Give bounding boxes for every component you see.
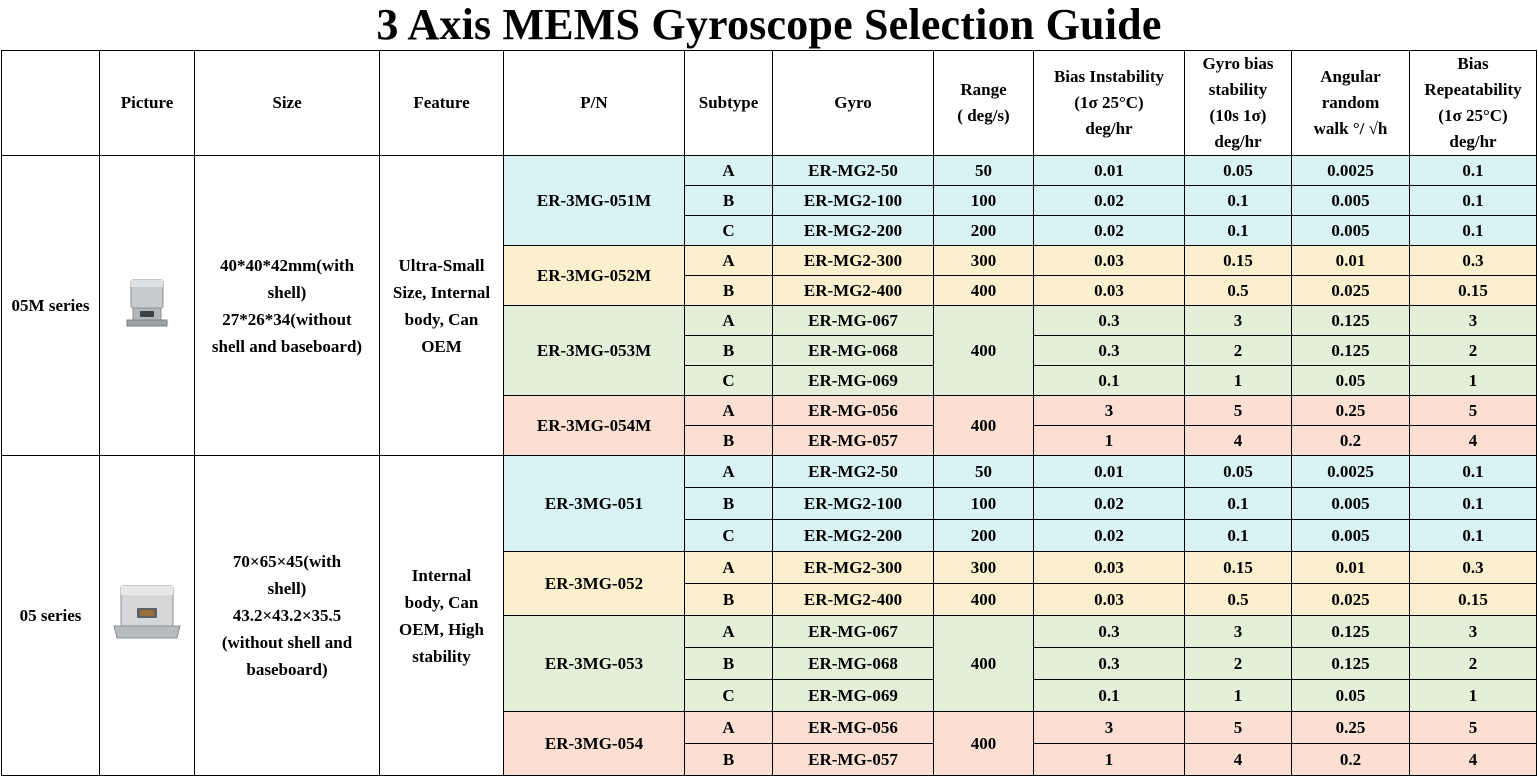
subtype-cell: B	[685, 276, 773, 306]
series-label: 05M series	[2, 156, 100, 456]
bias-instability-cell: 0.03	[1034, 552, 1185, 584]
gyro-cell: ER-MG2-100	[773, 186, 934, 216]
subtype-cell: B	[685, 488, 773, 520]
header-bias-repeatability-line: deg/hr	[1449, 132, 1497, 151]
header-gyro-bias-stability-line: stability	[1208, 80, 1268, 99]
bias-repeatability-cell: 0.1	[1410, 186, 1537, 216]
angular-random-walk-cell: 0.05	[1292, 366, 1410, 396]
pn-cell: ER-3MG-052	[504, 552, 685, 616]
gyro-bias-stability-cell: 0.05	[1185, 156, 1292, 186]
header-angular-random-walk	[1292, 51, 1410, 156]
bias-instability-cell: 0.02	[1034, 216, 1185, 246]
header-pn: P/N	[504, 51, 685, 156]
range-cell: 400	[934, 306, 1034, 396]
header-gyro-bias-stability-line: (10s 1σ)	[1209, 106, 1267, 125]
gyro-bias-stability-cell: 3	[1185, 616, 1292, 648]
header-subtype: Subtype	[685, 51, 773, 156]
subtype-cell: B	[685, 584, 773, 616]
range-cell: 400	[934, 584, 1034, 616]
angular-random-walk-cell: 0.2	[1292, 744, 1410, 776]
gyro-cell: ER-MG-056	[773, 396, 934, 426]
range-cell: 400	[934, 276, 1034, 306]
header-bias-repeatability-line: Repeatability	[1424, 80, 1522, 99]
header-range-line: Range	[960, 80, 1007, 99]
subtype-cell: B	[685, 648, 773, 680]
bias-instability-cell: 0.02	[1034, 520, 1185, 552]
range-cell: 50	[934, 156, 1034, 186]
gyro-cell: ER-MG2-300	[773, 246, 934, 276]
range-cell: 300	[934, 552, 1034, 584]
header-series	[2, 51, 100, 156]
bias-repeatability-cell: 0.1	[1410, 156, 1537, 186]
range-cell: 400	[934, 396, 1034, 456]
gyro-cell: ER-MG2-100	[773, 488, 934, 520]
angular-random-walk-cell: 0.25	[1292, 712, 1410, 744]
size-line: 70×65×45(with	[232, 552, 342, 571]
pn-cell: ER-3MG-052M	[504, 246, 685, 306]
header-feature: Feature	[380, 51, 504, 156]
subtype-cell: B	[685, 744, 773, 776]
angular-random-walk-cell: 0.01	[1292, 246, 1410, 276]
feature-line: OEM	[421, 336, 462, 356]
gyro-bias-stability-cell: 2	[1185, 648, 1292, 680]
feature-line: Size, Internal	[392, 282, 491, 302]
header-bias-instability	[1034, 51, 1185, 156]
gyro-cell: ER-MG-068	[773, 336, 934, 366]
bias-instability-cell: 0.3	[1034, 616, 1185, 648]
header-size: Size	[195, 51, 380, 156]
subtype-cell: C	[685, 680, 773, 712]
subtype-cell: B	[685, 336, 773, 366]
bias-repeatability-cell: 5	[1410, 712, 1537, 744]
series-label: 05 series	[2, 456, 100, 776]
header-gyro-bias-stability	[1185, 51, 1292, 156]
subtype-cell: A	[685, 616, 773, 648]
angular-random-walk-cell: 0.005	[1292, 216, 1410, 246]
gyro-bias-stability-cell: 0.5	[1185, 584, 1292, 616]
bias-repeatability-cell: 0.15	[1410, 584, 1537, 616]
bias-instability-cell: 0.3	[1034, 306, 1185, 336]
gyro-bias-stability-cell: 0.15	[1185, 246, 1292, 276]
bias-repeatability-cell: 1	[1410, 366, 1537, 396]
gyro-bias-stability-cell: 2	[1185, 336, 1292, 366]
bias-instability-cell: 0.03	[1034, 276, 1185, 306]
feature-line: body, Can	[404, 592, 479, 612]
angular-random-walk-cell: 0.125	[1292, 336, 1410, 366]
header-gyro-bias-stability-line: deg/hr	[1214, 132, 1262, 151]
size-line: 40*40*42mm(with	[219, 255, 355, 275]
subtype-cell: C	[685, 520, 773, 552]
bias-repeatability-cell: 1	[1410, 680, 1537, 712]
gyro-bias-stability-cell: 0.5	[1185, 276, 1292, 306]
range-cell: 50	[934, 456, 1034, 488]
header-bias-instability-line: Bias Instability	[1053, 67, 1165, 86]
size-line: (without shell and	[221, 633, 353, 652]
pn-cell: ER-3MG-053	[504, 616, 685, 712]
bias-repeatability-cell: 0.1	[1410, 216, 1537, 246]
bias-repeatability-cell: 0.1	[1410, 488, 1537, 520]
range-cell: 200	[934, 216, 1034, 246]
gyro-bias-stability-cell: 0.1	[1185, 216, 1292, 246]
bias-repeatability-cell: 0.1	[1410, 520, 1537, 552]
bias-repeatability-cell: 2	[1410, 648, 1537, 680]
header-bias-repeatability-line: Bias	[1457, 54, 1489, 73]
gyro-cell: ER-MG-069	[773, 366, 934, 396]
feature-line: Internal	[411, 565, 472, 585]
product-picture	[100, 156, 195, 456]
gyro-cell: ER-MG-067	[773, 616, 934, 648]
angular-random-walk-cell: 0.005	[1292, 186, 1410, 216]
header-range	[934, 51, 1034, 156]
size-line: shell)	[267, 579, 307, 598]
gyroscope-module-large-icon	[111, 582, 183, 649]
bias-instability-cell: 0.02	[1034, 488, 1185, 520]
gyro-cell: ER-MG-069	[773, 680, 934, 712]
bias-instability-cell: 0.02	[1034, 186, 1185, 216]
feature-line: Ultra-Small	[398, 255, 485, 275]
feature-cell	[380, 456, 504, 776]
angular-random-walk-cell: 0.025	[1292, 584, 1410, 616]
bias-instability-cell: 0.03	[1034, 246, 1185, 276]
subtype-cell: A	[685, 246, 773, 276]
angular-random-walk-cell: 0.025	[1292, 276, 1410, 306]
gyro-bias-stability-cell: 0.15	[1185, 552, 1292, 584]
gyro-cell: ER-MG2-200	[773, 520, 934, 552]
header-angular-random-walk-line: random	[1321, 93, 1380, 112]
page-title: 3 Axis MEMS Gyroscope Selection Guide	[376, 0, 1162, 49]
range-cell: 400	[934, 616, 1034, 712]
bias-instability-cell: 0.1	[1034, 366, 1185, 396]
bias-instability-cell: 1	[1034, 426, 1185, 456]
angular-random-walk-cell: 0.125	[1292, 648, 1410, 680]
gyro-bias-stability-cell: 3	[1185, 306, 1292, 336]
bias-repeatability-cell: 0.1	[1410, 456, 1537, 488]
bias-repeatability-cell: 0.15	[1410, 276, 1537, 306]
pn-cell: ER-3MG-054M	[504, 396, 685, 456]
gyroscope-module-small-icon	[125, 276, 169, 335]
bias-instability-cell: 1	[1034, 744, 1185, 776]
gyro-cell: ER-MG-056	[773, 712, 934, 744]
bias-instability-cell: 3	[1034, 712, 1185, 744]
subtype-cell: A	[685, 712, 773, 744]
gyro-bias-stability-cell: 1	[1185, 366, 1292, 396]
bias-instability-cell: 0.1	[1034, 680, 1185, 712]
feature-line: OEM, High	[398, 619, 484, 639]
size-cell	[195, 456, 380, 776]
header-gyro-bias-stability-line: Gyro bias	[1202, 54, 1274, 73]
size-line: 27*26*34(without	[222, 309, 352, 329]
bias-instability-cell: 0.01	[1034, 156, 1185, 186]
header-row	[2, 51, 1537, 156]
angular-random-walk-cell: 0.05	[1292, 680, 1410, 712]
gyro-bias-stability-cell: 4	[1185, 426, 1292, 456]
subtype-cell: B	[685, 426, 773, 456]
header-range-line: ( deg/s)	[957, 106, 1010, 125]
size-cell	[195, 156, 380, 456]
size-line: 43.2×43.2×35.5	[232, 606, 342, 625]
header-bias-repeatability	[1410, 51, 1537, 156]
table-row	[2, 156, 1537, 186]
feature-cell	[380, 156, 504, 456]
bias-repeatability-cell: 0.3	[1410, 246, 1537, 276]
bias-repeatability-cell: 0.3	[1410, 552, 1537, 584]
range-cell: 100	[934, 488, 1034, 520]
bias-repeatability-cell: 4	[1410, 744, 1537, 776]
table-row	[2, 456, 1537, 488]
angular-random-walk-cell: 0.125	[1292, 616, 1410, 648]
header-angular-random-walk-line: Angular	[1320, 67, 1381, 86]
gyro-bias-stability-cell: 0.1	[1185, 488, 1292, 520]
bias-repeatability-cell: 2	[1410, 336, 1537, 366]
bias-instability-cell: 0.03	[1034, 584, 1185, 616]
bias-instability-cell: 0.01	[1034, 456, 1185, 488]
range-cell: 100	[934, 186, 1034, 216]
size-line: baseboard)	[246, 660, 328, 679]
gyro-bias-stability-cell: 0.05	[1185, 456, 1292, 488]
header-angular-random-walk-line: walk °/ √h	[1313, 119, 1388, 138]
bias-repeatability-cell: 5	[1410, 396, 1537, 426]
bias-instability-cell: 0.3	[1034, 336, 1185, 366]
header-bias-instability-line: (1σ 25°C)	[1074, 93, 1144, 112]
angular-random-walk-cell: 0.005	[1292, 520, 1410, 552]
gyro-bias-stability-cell: 4	[1185, 744, 1292, 776]
subtype-cell: A	[685, 552, 773, 584]
subtype-cell: A	[685, 456, 773, 488]
angular-random-walk-cell: 0.0025	[1292, 156, 1410, 186]
size-line: shell)	[267, 282, 307, 302]
gyro-cell: ER-MG2-50	[773, 456, 934, 488]
feature-line: stability	[412, 646, 471, 666]
gyro-cell: ER-MG-067	[773, 306, 934, 336]
gyro-cell: ER-MG2-50	[773, 156, 934, 186]
header-bias-repeatability-line: (1σ 25°C)	[1438, 106, 1508, 125]
angular-random-walk-cell: 0.005	[1292, 488, 1410, 520]
feature-line: body, Can	[404, 309, 479, 329]
pn-cell: ER-3MG-051M	[504, 156, 685, 246]
gyro-cell: ER-MG2-400	[773, 276, 934, 306]
gyro-cell: ER-MG-057	[773, 744, 934, 776]
pn-cell: ER-3MG-051	[504, 456, 685, 552]
gyro-cell: ER-MG2-200	[773, 216, 934, 246]
subtype-cell: C	[685, 366, 773, 396]
pn-cell: ER-3MG-053M	[504, 306, 685, 396]
angular-random-walk-cell: 0.0025	[1292, 456, 1410, 488]
product-picture	[100, 456, 195, 776]
size-line: shell and baseboard)	[211, 336, 363, 356]
gyro-bias-stability-cell: 5	[1185, 712, 1292, 744]
bias-instability-cell: 3	[1034, 396, 1185, 426]
angular-random-walk-cell: 0.2	[1292, 426, 1410, 456]
gyro-cell: ER-MG-057	[773, 426, 934, 456]
header-picture: Picture	[100, 51, 195, 156]
range-cell: 300	[934, 246, 1034, 276]
gyro-cell: ER-MG2-400	[773, 584, 934, 616]
angular-random-walk-cell: 0.25	[1292, 396, 1410, 426]
gyro-cell: ER-MG-068	[773, 648, 934, 680]
subtype-cell: A	[685, 396, 773, 426]
table-body	[2, 156, 1537, 776]
selection-table	[1, 50, 1537, 776]
header-bias-instability-line: deg/hr	[1085, 119, 1133, 138]
gyro-bias-stability-cell: 5	[1185, 396, 1292, 426]
bias-instability-cell: 0.3	[1034, 648, 1185, 680]
range-cell: 200	[934, 520, 1034, 552]
header-gyro: Gyro	[773, 51, 934, 156]
subtype-cell: C	[685, 216, 773, 246]
gyro-bias-stability-cell: 0.1	[1185, 520, 1292, 552]
subtype-cell: A	[685, 156, 773, 186]
bias-repeatability-cell: 3	[1410, 616, 1537, 648]
range-cell: 400	[934, 712, 1034, 776]
gyro-bias-stability-cell: 0.1	[1185, 186, 1292, 216]
subtype-cell: A	[685, 306, 773, 336]
bias-repeatability-cell: 4	[1410, 426, 1537, 456]
subtype-cell: B	[685, 186, 773, 216]
angular-random-walk-cell: 0.125	[1292, 306, 1410, 336]
bias-repeatability-cell: 3	[1410, 306, 1537, 336]
angular-random-walk-cell: 0.01	[1292, 552, 1410, 584]
gyro-bias-stability-cell: 1	[1185, 680, 1292, 712]
gyro-cell: ER-MG2-300	[773, 552, 934, 584]
pn-cell: ER-3MG-054	[504, 712, 685, 776]
